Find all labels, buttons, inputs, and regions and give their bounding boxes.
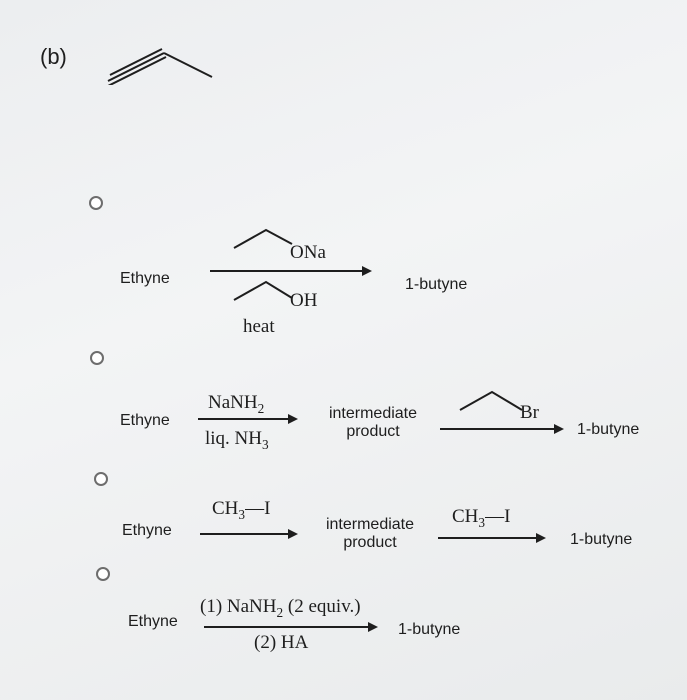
option-3-product: 1-butyne <box>570 531 633 548</box>
option-2-step2-top: Br <box>520 402 539 423</box>
option-1-product: 1-butyne <box>405 276 468 293</box>
option-2-radio[interactable] <box>90 351 104 365</box>
option-2-intermediate: intermediate product <box>328 405 418 440</box>
option-4-step-bottom: (2) HA <box>254 632 309 653</box>
option-1-radio[interactable] <box>89 196 103 210</box>
option-1-condition: heat <box>243 316 275 337</box>
option-2-step1-bottom: liq. $NH_3$ <box>205 428 269 452</box>
option-4-start: Ethyne <box>128 613 178 630</box>
option-4-product: 1-butyne <box>398 621 461 638</box>
option-2-step2-structure <box>458 386 528 416</box>
option-2-step2-arrow <box>440 428 562 430</box>
option-1-bottom-reagent: OH <box>290 290 318 311</box>
option-3-intermediate: intermediate product <box>325 516 415 551</box>
option-3-start: Ethyne <box>122 522 172 539</box>
option-3-step1-arrow <box>200 533 296 535</box>
option-4-arrow <box>204 626 376 628</box>
option-2-step1-arrow <box>198 418 296 420</box>
option-3-radio[interactable] <box>94 472 108 486</box>
option-2-step1-top: NaNH$_2$ <box>208 392 265 416</box>
option-3-step2-top: $CH_3—I$ <box>452 506 511 530</box>
option-4-radio[interactable] <box>96 567 110 581</box>
option-2-start: Ethyne <box>120 412 170 429</box>
option-4-step-top: (1) NaNH$_2$ (2 equiv.) <box>200 596 361 620</box>
option-1-top-reagent: ONa <box>290 242 326 263</box>
option-2-product: 1-butyne <box>577 421 640 438</box>
part-label: (b) <box>40 44 67 69</box>
option-1-start: Ethyne <box>120 270 170 287</box>
option-3-step1-top: $CH_3—I$ <box>212 498 271 522</box>
option-1-arrow <box>210 270 370 272</box>
target-molecule-structure <box>100 25 220 85</box>
option-3-step2-arrow <box>438 537 544 539</box>
